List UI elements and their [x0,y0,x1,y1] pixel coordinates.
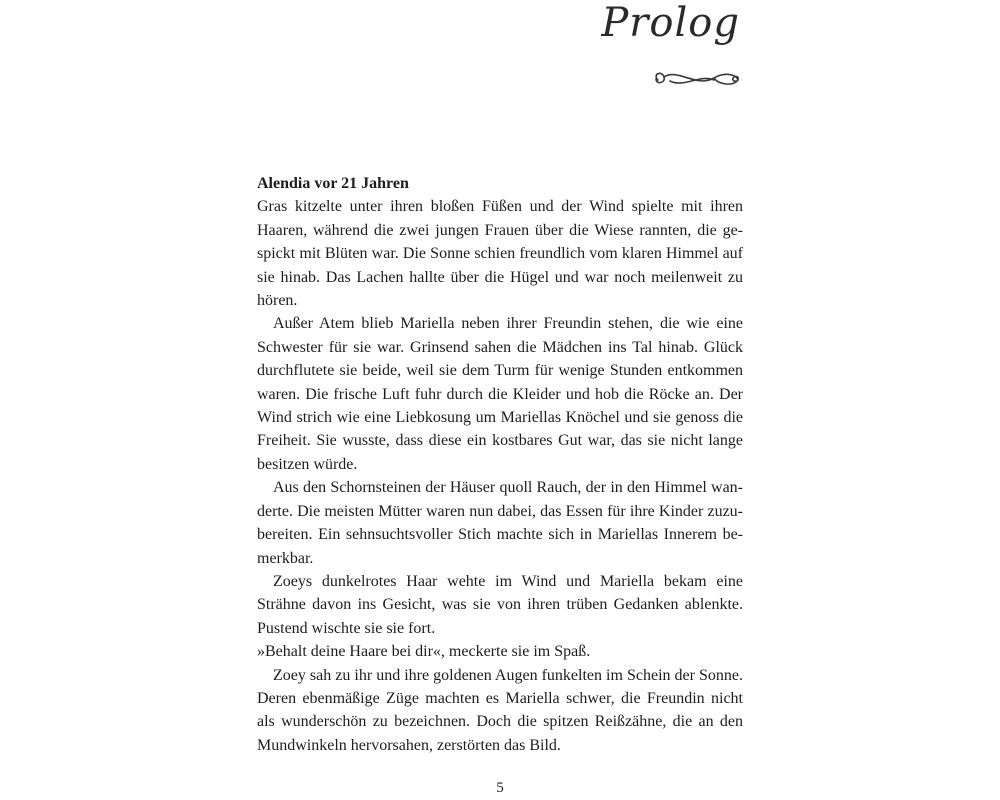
paragraph: Außer Atem blieb Mariella neben ihrer Freundin stehen, die wie eine Schwester für sie war. Grinsend sahen die Mädchen ins Tal hinab. Glück durchflutete sie beide, weil sie dem Turm für wenige Stunden entkommen waren. Die frische Luft fuhr durch die Kleider und hob die Röcke an. Der Wind strich wie eine Liebkosung um Mariellas Knöchel und sie genoss die Freiheit. Sie wusste, dass diese ein kostbares Gut war, das sie nicht lange besitzen würde. [257,315,743,473]
chapter-title: Prolog [601,0,740,46]
page-number: 5 [496,780,504,796]
body-text [257,172,743,757]
paragraph: »Behalt deine Haare bei dir«, meckerte sie im Spaß. [257,643,591,661]
flourish-ornament-icon [648,66,744,92]
paragraph: Gras kitzelte unter ihren bloßen Füßen und der Wind spielte mit ihren Haaren, während die zwei jungen Frauen über die Wiese rannten, die gespickt mit Blüten war. Die Sonne schien freundlich vom klaren Himmel auf sie hinab. Das Lachen hallte über die Hügel und war noch meilenweit zu hören. [257,198,743,310]
paragraph: Zoey sah zu ihr und ihre goldenen Augen funkelten im Schein der Sonne. Deren ebenmäßige Züge machten es Mariella schwer, die Freundin nicht als wunderschön zu bezeichnen. Doch die spitzen Reißzähne, die an den Mundwinkeln hervorsahen, zerstörten das Bild. [257,666,743,754]
paragraph: Zoeys dunkelrotes Haar wehte im Wind und Mariella bekam eine Strähne davon ins Gesicht, was sie von ihren trüben Gedanken ablenkte. Pustend wischte sie sie fort. [257,572,743,637]
paragraph: Aus den Schornsteinen der Häuser quoll Rauch, der in den Himmel wanderte. Die meisten Mütter waren nun dabei, das Essen für ihre Kinder zuzubereiten. Ein sehnsuchtsvoller Stich machte sich in Mariellas Innerem bemerkbar. [257,479,743,567]
section-heading: Alendia vor 21 Jahren [257,175,409,192]
